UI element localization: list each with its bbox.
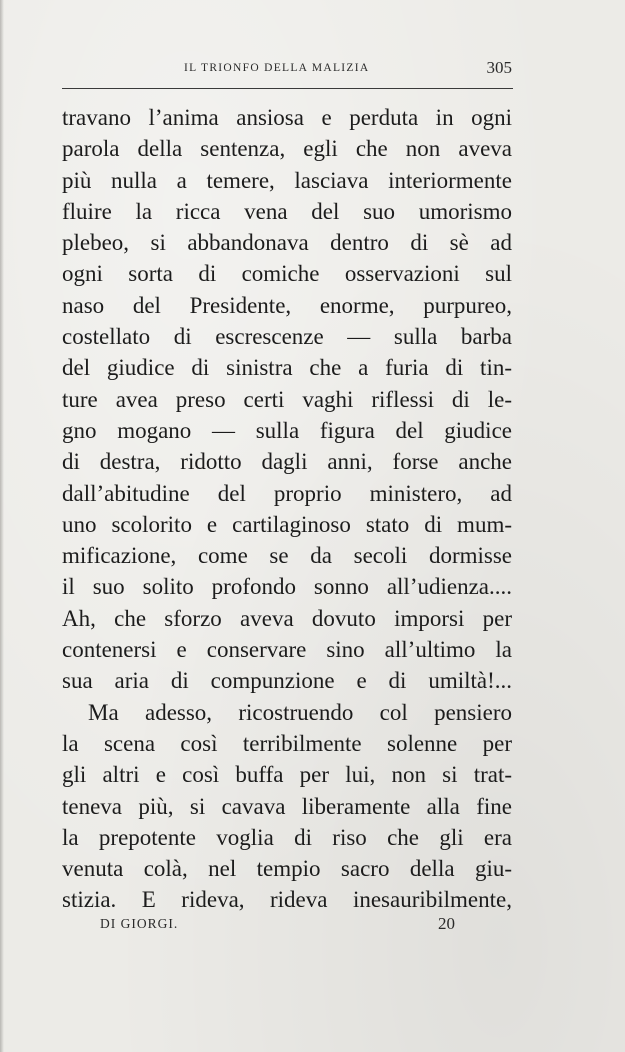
text-line: costellato di escrescenze — sulla barba xyxy=(62,324,512,350)
text-line: stizia. E rideva, rideva inesauribilmente, xyxy=(62,887,512,913)
text-line: la prepotente voglia di riso che gli era xyxy=(62,824,512,850)
text-line: plebeo, si abbandonava dentro di sè ad xyxy=(62,230,512,256)
text-line: gno mogano — sulla figura del giudice xyxy=(62,417,512,443)
text-line: la scena così terribilmente solenne per xyxy=(62,730,512,756)
text-line: contenersi e conservare sino all’ultimo la xyxy=(62,637,512,663)
body-text xyxy=(62,102,512,916)
text-line: ogni sorta di comiche osservazioni sul xyxy=(62,261,512,287)
text-line: fluire la ricca vena del suo umorismo xyxy=(62,198,512,224)
page-number: 305 xyxy=(486,58,512,77)
page-footer xyxy=(100,916,460,940)
header-rule xyxy=(62,88,513,89)
text-line: più nulla a temere, lasciava interiormente xyxy=(62,167,512,193)
text-line: teneva più, si cavava liberamente alla fine xyxy=(62,793,512,819)
text-line: mificazione, come se da secoli dormisse xyxy=(62,543,512,569)
text-line: travano l’anima ansiosa e perduta in ogni xyxy=(62,105,512,130)
text-line: venuta colà, nel tempio sacro della giu- xyxy=(62,856,512,882)
text-line: uno scolorito e cartilaginoso stato di mum- xyxy=(62,511,512,537)
text-line: dall’abitudine del proprio ministero, ad xyxy=(62,480,512,506)
text-line: di destra, ridotto dagli anni, forse anche xyxy=(62,449,512,475)
text-line: ture avea preso certi vaghi riflessi di le- xyxy=(62,386,512,412)
text-line: gli altri e così buffa per lui, non si trat- xyxy=(62,762,512,788)
text-line: il suo solito profondo sonno all’udienza.... xyxy=(62,574,512,600)
signature-mark: DI GIORGI. xyxy=(100,916,179,931)
text-line: Ah, che sforzo aveva dovuto imporsi per xyxy=(62,605,512,631)
running-title: IL TRIONFO DELLA MALIZIA xyxy=(184,62,370,74)
page-edge-shadow xyxy=(0,0,4,1052)
running-head xyxy=(62,58,512,84)
text-line: parola della sentenza, egli che non aveva xyxy=(62,136,512,162)
text-line: naso del Presidente, enorme, purpureo, xyxy=(62,292,512,318)
text-line: sua aria di compunzione e di umiltà!... xyxy=(62,668,512,694)
text-line-paragraph-start: Ma adesso, ricostruendo col pensiero xyxy=(88,699,512,725)
signature-number: 20 xyxy=(438,914,455,933)
text-line: del giudice di sinistra che a furia di tin- xyxy=(62,355,512,381)
